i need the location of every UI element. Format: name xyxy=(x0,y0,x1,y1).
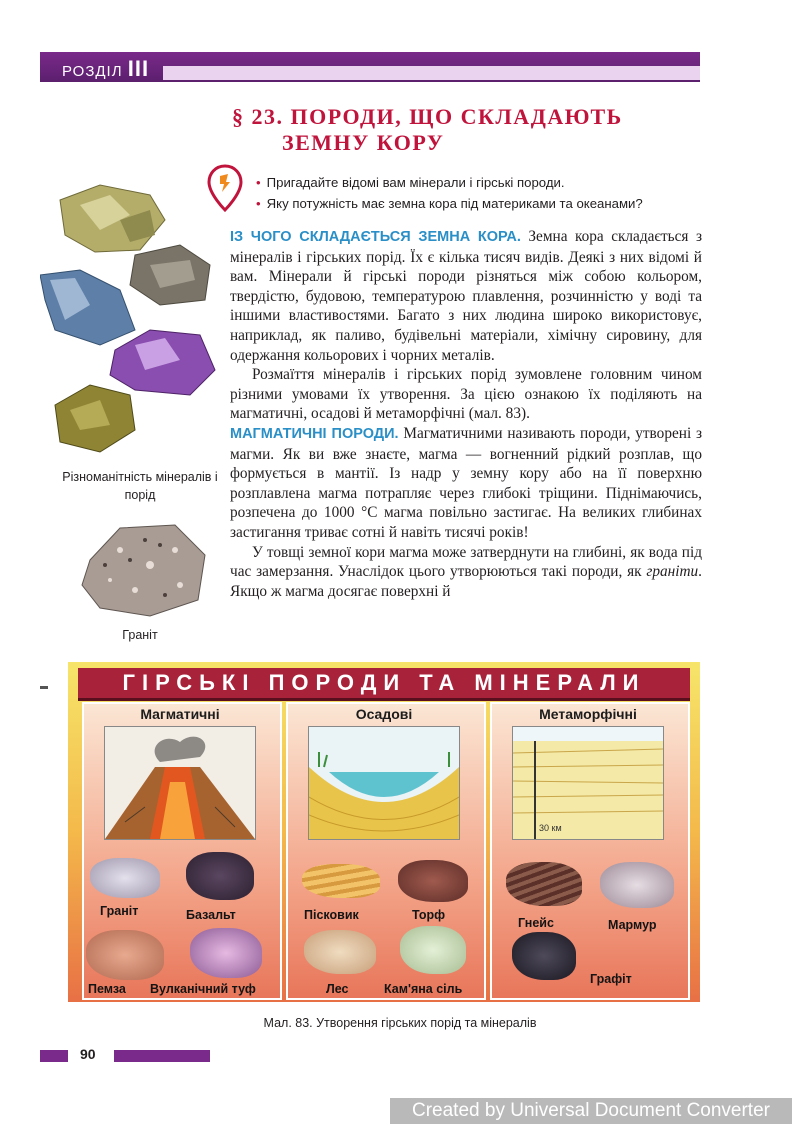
depth-label: 30 км xyxy=(539,823,562,833)
column-title: Осадові xyxy=(355,706,413,722)
watermark: Created by Universal Document Converter xyxy=(390,1098,792,1124)
rock-salt-image xyxy=(400,926,466,974)
term-granites: граніти xyxy=(646,563,699,581)
margin-mark xyxy=(40,686,48,689)
marble-rock-image xyxy=(600,862,674,908)
rock-label: Графіт xyxy=(590,972,632,986)
section-title-line1: § 23. ПОРОДИ, ЩО СКЛАДАЮТЬ xyxy=(232,104,623,129)
rock-label: Мармур xyxy=(608,918,657,932)
rock-label: Гнейс xyxy=(518,916,554,930)
volcanic-tuff-rock-image xyxy=(190,928,262,978)
paragraph xyxy=(230,543,702,602)
granite-rock-image xyxy=(90,858,160,898)
loess-rock-image xyxy=(304,930,376,974)
minerals-illustration xyxy=(40,180,220,460)
granite-caption: Граніт xyxy=(122,628,158,642)
rock-label: Лес xyxy=(326,982,349,996)
footer-bar-right xyxy=(114,1050,210,1062)
section-title xyxy=(232,104,692,156)
column-title: Метаморфічні xyxy=(539,706,637,722)
subheading: МАГМАТИЧНІ ПОРОДИ. xyxy=(230,425,399,442)
granite-illustration xyxy=(80,520,210,620)
chapter-header-stripe xyxy=(163,66,700,80)
pumice-rock-image xyxy=(86,930,164,980)
chapter-number: III xyxy=(127,56,150,81)
rock-label: Граніт xyxy=(100,904,139,918)
paragraph-text: У товщі земної кори магма може затверднути на глибині, як вода під час замерзання. Унаслідок цього утворюються такі породи, як xyxy=(230,543,702,581)
figure-caption: Мал. 83. Утворення гірських порід та мінералів xyxy=(263,1016,537,1030)
basalt-rock-image xyxy=(186,852,254,900)
peat-rock-image xyxy=(398,860,468,902)
rock-label: Торф xyxy=(412,908,446,922)
rock-label: Пемза xyxy=(88,982,126,996)
rock-label: Кам'яна сіль xyxy=(384,982,463,996)
subheading: ІЗ ЧОГО СКЛАДАЄТЬСЯ ЗЕМНА КОРА. xyxy=(230,229,521,245)
minerals-caption: Різноманітність мінералів і порід xyxy=(62,470,218,502)
chapter-word: РОЗДІЛ xyxy=(62,63,123,80)
column-title: Магматичні xyxy=(140,706,220,722)
crust-layers-scene xyxy=(512,726,664,840)
paragraph-text: . Якщо ж магма досягає поверхні й xyxy=(230,563,702,600)
page-number: 90 xyxy=(80,1046,96,1062)
amethyst-mineral xyxy=(110,330,215,395)
rock-label: Вулканічний туф xyxy=(150,982,256,996)
review-questions xyxy=(256,172,706,214)
paragraph xyxy=(230,424,702,543)
volcano-scene xyxy=(104,726,256,840)
question-item: • Пригадайте відомі вам мінерали і гірські породи. xyxy=(256,172,706,193)
paragraph xyxy=(230,227,702,365)
paragraph-text: Земна кора складається з мінералів і гірських порід. Їх є кілька тисяч видів. Деякі з них відомі й вам. Мінерали й гірські породи різняться між собою кольором, твердістю, будовою, температурою плавлення, розчинністю у воді та іншими властивостями. Багато з них людина широко використовує, наприклад, як паливо, будівельні матеріали, хімічну сировину, для одержання кольорових і чорних металів. xyxy=(230,228,702,364)
graphite-rock-image xyxy=(512,932,576,980)
rock-label: Пісковик xyxy=(304,908,359,922)
sandstone-rock-image xyxy=(302,864,380,898)
paragraph: Розмаїття мінералів і гірських порід зумовлене головним чином різними умовами їх утворення. За цією ознакою їх поділяють на магматичні, осадові й метаморфічні (мал. 83). xyxy=(230,366,702,423)
gneiss-rock-image xyxy=(506,862,582,906)
slate-rock xyxy=(130,245,210,305)
chalcopyrite-mineral xyxy=(55,385,135,452)
footer-bar-left xyxy=(40,1050,68,1062)
paragraph-text: Магматичними називають породи, утворені з магми. Як ви вже знаєте, магма — вогненний рідкий розплав, що формується в мантії. Із надр у земну кору або на її поверхню розплавлена магма потрапляє через глибокі тріщини. Піднімаючись, розпечена до 1000 °С магма повільно застигає. На великих глибинах застигання триває сотні й навіть тисячі років! xyxy=(230,424,702,541)
sea-basin-scene xyxy=(308,726,460,840)
main-text xyxy=(230,227,702,601)
section-title-line2: ЗЕМНУ КОРУ xyxy=(282,130,445,155)
question-item: • Яку потужність має земна кора під материками та океанами? xyxy=(256,193,706,214)
figure-title: ГІРСЬКІ ПОРОДИ ТА МІНЕРАЛИ xyxy=(78,668,690,701)
kyanite-mineral xyxy=(40,270,135,345)
pyrite-mineral xyxy=(60,185,165,252)
rock-label: Базальт xyxy=(186,908,236,922)
chapter-label xyxy=(62,56,149,82)
